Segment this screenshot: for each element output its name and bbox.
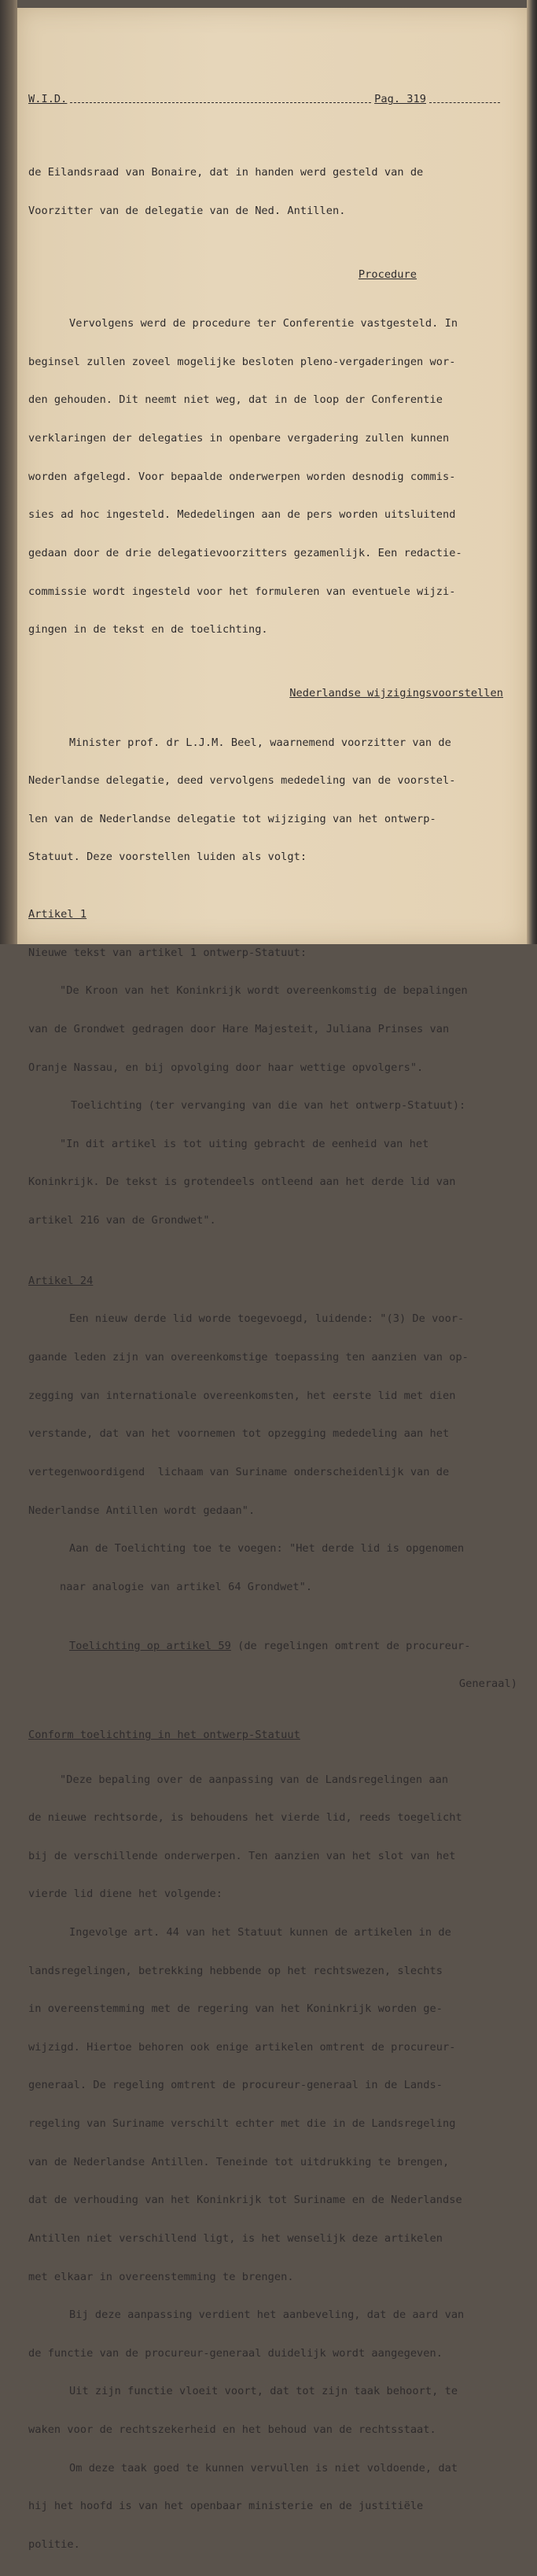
- page-number: Pag. 319: [374, 93, 426, 106]
- procedure-line: Vervolgens werd de procedure ter Conferentie vastgesteld. In: [69, 317, 458, 330]
- conform-line: Bij deze aanpassing verdient het aanbeveling, dat de aard van: [69, 2308, 465, 2322]
- conform-line: "Deze bepaling over de aanpassing van de Landsregelingen aan: [60, 1773, 449, 1786]
- conform-heading: Conform toelichting in het ontwerp-Statuut: [28, 1728, 300, 1741]
- artikel1-line: artikel 216 van de Grondwet".: [28, 1214, 216, 1227]
- procedure-line: den gehouden. Dit neemt niet weg, dat in de loop der Conferentie: [28, 393, 443, 407]
- artikel1-line: Nieuwe tekst van artikel 1 ontwerp-Statuut:: [28, 946, 307, 959]
- artikel24-heading: Artikel 24: [28, 1274, 94, 1287]
- page-header: [28, 93, 520, 105]
- procedure-line: sies ad hoc ingesteld. Mededelingen aan de pers worden uitsluitend: [28, 508, 456, 522]
- artikel24-line: Een nieuw derde lid worde toegevoegd, luidende: "(3) De voor-: [69, 1312, 465, 1326]
- header-dashes-right: [429, 93, 500, 102]
- conform-line: vierde lid diene het volgende:: [28, 1888, 223, 1901]
- header-left: W.I.D.: [28, 93, 68, 106]
- conform-line: Om deze taak goed te kunnen vervullen is niet voldoende, dat: [69, 2461, 458, 2475]
- procedure-line: beginsel zullen zoveel mogelijke besloten pleno-vergaderingen wor-: [28, 355, 456, 368]
- binding-edge: [0, 0, 17, 944]
- conform-line: van de Nederlandse Antillen. Teneinde tot uitdrukking te brengen,: [28, 2155, 450, 2168]
- conform-line: dat de verhouding van het Koninkrijk tot Suriname en de Nederlandse: [28, 2194, 462, 2207]
- conform-line: de nieuwe rechtsorde, is behoudens het vierde lid, reeds toegelicht: [28, 1811, 462, 1825]
- conform-line: landsregelingen, betrekking hebbende op het rechtswezen, slechts: [28, 1964, 443, 1977]
- wijzigingen-line: len van de Nederlandse delegatie tot wijziging van het ontwerp-: [28, 812, 436, 825]
- artikel24-line: verstande, dat van het voornemen tot opzegging mededeling aan het: [28, 1427, 450, 1441]
- procedure-line: gingen in de tekst en de toelichting.: [28, 623, 268, 637]
- conform-line: in overeenstemming met de regering van het Koninkrijk worden ge-: [28, 2002, 443, 2016]
- conform-line: generaal. De regeling omtrent de procureur-generaal in de Lands-: [28, 2079, 443, 2092]
- conform-line: regeling van Suriname verschilt echter met die in de Landsregeling: [28, 2117, 456, 2131]
- wijzigingen-line: Statuut. Deze voorstellen luiden als volgt:: [28, 851, 307, 864]
- artikel24-line: zegging van internationale overeenkomsten, het eerste lid met dien: [28, 1389, 456, 1402]
- artikel24-line: vertegenwoordigend lichaam van Suriname onderscheidenlijk van de: [28, 1465, 450, 1478]
- artikel1-line: van de Grondwet gedragen door Hare Majesteit, Juliana Prinses van: [28, 1023, 450, 1036]
- conform-line: wijzigd. Hiertoe behoren ook enige artikelen omtrent de procureur-: [28, 2040, 456, 2054]
- intro-line: de Eilandsraad van Bonaire, dat in handen werd gesteld van de: [28, 166, 424, 179]
- artikel1-line: "In dit artikel is tot uiting gebracht de eenheid van het: [60, 1137, 429, 1150]
- wijzigingen-line: Minister prof. dr L.J.M. Beel, waarnemend voorzitter van de: [69, 736, 451, 749]
- header-dashes: [70, 93, 371, 102]
- artikel24-line: Aan de Toelichting toe te voegen: "Het derde lid is opgenomen: [69, 1542, 465, 1556]
- procedure-line: commissie wordt ingesteld voor het formuleren van eventuele wijzi-: [28, 585, 456, 598]
- procedure-line: worden afgelegd. Voor bepaalde onderwerpen worden desnodig commis-: [28, 470, 456, 483]
- artikel1-heading: Artikel 1: [28, 908, 87, 921]
- conform-line: Uit zijn functie vloeit voort, dat tot zijn taak behoort, te: [69, 2385, 458, 2398]
- procedure-line: gedaan door de drie delegatievoorzitters gezamenlijk. Een redactie-: [28, 546, 462, 559]
- artikel1-line: Koninkrijk. De tekst is grotendeels ontleend aan het derde lid van: [28, 1175, 456, 1189]
- artikel24-line: Nederlandse Antillen wordt gedaan".: [28, 1504, 256, 1517]
- conform-line: bij de verschillende onderwerpen. Ten aanzien van het slot van het: [28, 1849, 456, 1862]
- toelichting59-rest: (de regelingen omtrent de procureur-: [230, 1639, 471, 1652]
- procedure-line: verklaringen der delegaties in openbare vergadering zullen kunnen: [28, 432, 450, 445]
- conform-line: de functie van de procureur-generaal duidelijk wordt aangegeven.: [28, 2346, 443, 2360]
- artikel1-line: "De Kroon van het Koninkrijk wordt overeenkomstig de bepalingen: [60, 984, 468, 998]
- toelichting59-rest2: Generaal): [458, 1677, 517, 1691]
- page-content: [28, 68, 520, 2576]
- document-page: [17, 8, 527, 2551]
- procedure-heading: Procedure: [358, 268, 417, 281]
- conform-line: Antillen niet verschillend ligt, is het wenselijk deze artikelen: [28, 2231, 443, 2245]
- artikel24-line: gaande leden zijn van overeenkomstige toepassing ten aanzien van op-: [28, 1351, 469, 1364]
- conform-line: Ingevolge art. 44 van het Statuut kunnen de artikelen in de: [69, 1926, 451, 1939]
- conform-line: waken voor de rechtszekerheid en het behoud van de rechtsstaat.: [28, 2423, 436, 2436]
- artikel1-line: Oranje Nassau, en bij opvolging door haar wettige opvolgers".: [28, 1061, 424, 1074]
- wijzigingen-line: Nederlandse delegatie, deed vervolgens mededeling van de voorstel-: [28, 774, 456, 788]
- conform-line: hij het hoofd is van het openbaar ministerie en de justitiële: [28, 2500, 424, 2513]
- page-right-edge: [527, 0, 537, 944]
- conform-line: politie.: [28, 2537, 80, 2551]
- toelichting59-title: Toelichting op artikel 59: [69, 1639, 231, 1652]
- conform-line: met elkaar in overeenstemming te brengen.: [28, 2270, 294, 2283]
- wijzigingen-heading: Nederlandse wijzigingsvoorstellen: [289, 686, 503, 699]
- artikel24-line: naar analogie van artikel 64 Grondwet".: [60, 1580, 313, 1593]
- intro-line: Voorzitter van de delegatie van de Ned. Antillen.: [28, 204, 346, 217]
- artikel1-line: Toelichting (ter vervanging van die van het ontwerp-Statuut):: [71, 1099, 466, 1113]
- toelichting59-heading: [28, 1640, 520, 1652]
